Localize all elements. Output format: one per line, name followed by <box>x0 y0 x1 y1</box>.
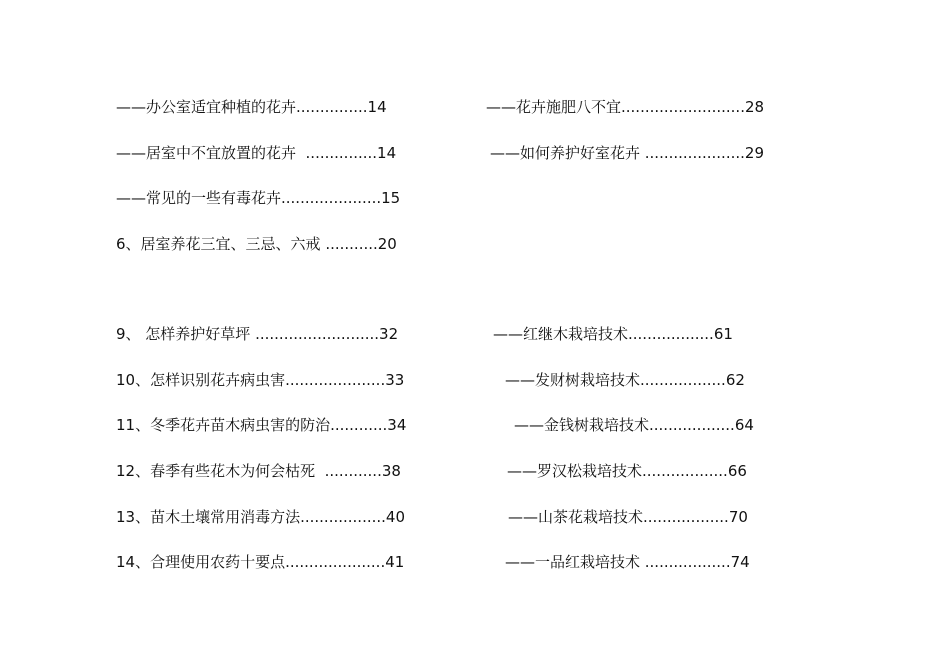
toc-entry: ——发财树栽培技术..................62 <box>505 371 745 389</box>
toc-entry: ——红继木栽培技术..................61 <box>493 325 733 343</box>
toc-entry: ——办公室适宜种植的花卉...............14 <box>116 98 387 116</box>
toc-entry: ——罗汉松栽培技术..................66 <box>507 462 747 480</box>
toc-entry: 10、怎样识别花卉病虫害.....................33 <box>116 371 405 389</box>
toc-entry: ——一品红栽培技术 ..................74 <box>505 553 750 571</box>
toc-entry: ——常见的一些有毒花卉.....................15 <box>116 189 401 207</box>
toc-entry: 13、苗木土壤常用消毒方法..................40 <box>116 508 406 526</box>
toc-entry: 9、 怎样养护好草坪 ..........................32 <box>116 325 399 343</box>
toc-entry: 11、冬季花卉苗木病虫害的防治............34 <box>116 416 407 434</box>
toc-entry: 14、合理使用农药十要点.....................41 <box>116 553 405 571</box>
toc-entry: ——金钱树栽培技术..................64 <box>514 416 754 434</box>
toc-entry: ——居室中不宜放置的花卉 ...............14 <box>116 144 397 162</box>
toc-entry: ——花卉施肥八不宜..........................28 <box>486 98 765 116</box>
toc-entry: 12、春季有些花木为何会枯死 ............38 <box>116 462 401 480</box>
toc-entry: 6、居室养花三宜、三忌、六戒 ...........20 <box>116 235 397 253</box>
toc-entry: ——山茶花栽培技术..................70 <box>508 508 748 526</box>
toc-entry: ——如何养护好室花卉 .....................29 <box>490 144 764 162</box>
